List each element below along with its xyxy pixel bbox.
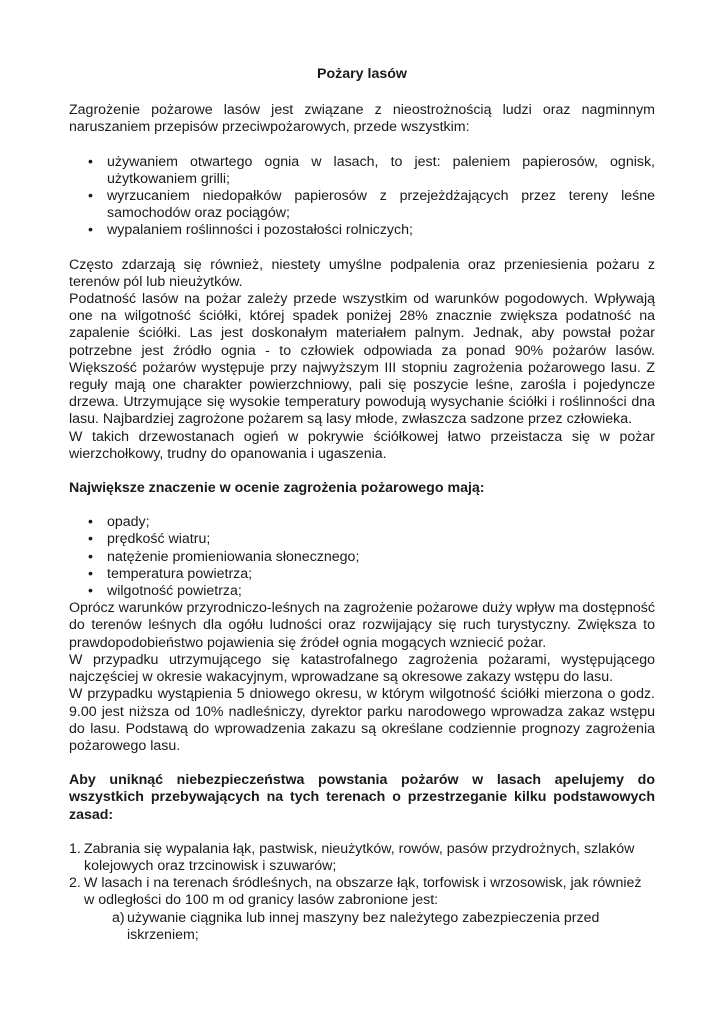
list-item: • opady; <box>88 514 150 531</box>
list-item: 2. W lasach i na terenach śródleśnych, na obszarze łąk, torfowisk i wrzosowisk, jak również w odległości do 100 m od granicy lasów zabronione jest: <box>69 875 642 909</box>
paragraph: Często zdarzają się również, niestety umyślne podpalenia oraz przeniesienia pożaru z terenów pól lub nieużytków. <box>69 256 655 290</box>
factors-list <box>69 514 655 600</box>
page-title: Pożary lasów <box>317 66 407 82</box>
paragraph: Podatność lasów na pożar zależy przede wszystkim od warunków pogodowych. Wpływają one na wilgotność ściółki, której spadek poniżej 28% znacznie zwiększa podatność na zapalenie ściółki. Las jest doskonałym materiałem palnym. Jednak, aby powstał pożar potrzebne jest źródło ognia - to człowiek odpowiada za ponad 90% pożarów lasów. Większość pożarów występuje przy najwyższym III stopniu zagrożenia pożarowego lasu. Z reguły mają one charakter powierzchniowy, pali się poszycie leśne, zarośla i pojedyncze drzewa. Utrzymujące się wysokie temperatury powodują wysychanie ściółki i roślinności dna lasu. Najbardziej zagrożone pożarem są lasy młode, zwłaszcza sadzone przez człowieka. <box>69 291 655 428</box>
factors-heading: Największe znaczenie w ocenie zagrożenia pożarowego mają: <box>69 480 485 497</box>
bullet-icon: • <box>88 583 93 600</box>
list-item: • wilgotność powietrza; <box>88 583 242 600</box>
list-item: 1. Zabrania się wypalania łąk, pastwisk, nieużytków, rowów, pasów przydrożnych, szlaków kolejowych oraz trzcinowisk i szuwarów; <box>69 840 635 874</box>
appeal-heading: Aby uniknąć niebezpieczeństwa powstania pożarów w lasach apelujemy do wszystkich przebywających na tych terenach o przestrzeganie kilku podstawowych zasad: <box>69 772 655 823</box>
bullet-icon: • <box>88 153 93 170</box>
paragraph: W takich drzewostanach ogień w pokrywie ściółkowej łatwo przeistacza się w pożar wierzchołkowy, trudny do opanowania i ugaszenia. <box>69 428 655 462</box>
intro-paragraph: Zagrożenie pożarowe lasów jest związane z nieostrożnością ludzi oraz nagminnym naruszaniem przepisów przeciwpożarowych, przede wszystkim: <box>69 102 655 136</box>
list-item: • prędkość wiatru; <box>88 531 211 548</box>
bullet-icon: • <box>88 548 93 565</box>
list-item: • używaniem otwartego ognia w lasach, to jest: paleniem papierosów, ognisk, użytkowaniem grilli; <box>88 153 655 187</box>
list-item: • wyrzucaniem niedopałków papierosów z przejeżdżających przez tereny leśne samochodów oraz pociągów; <box>88 188 655 222</box>
bullet-icon: • <box>88 565 93 582</box>
list-item: • wypalaniem roślinności i pozostałości rolniczych; <box>88 222 413 239</box>
paragraph: W przypadku wystąpienia 5 dniowego okresu, w którym wilgotność ściółki mierzona o godz. 9.00 jest niższa od 10% nadleśniczy, dyrektor parku narodowego wprowadza zakaz wstępu do lasu. Podstawą do wprowadzenia zakazu są określane codziennie prognozy zagrożenia pożarowego lasu. <box>69 686 655 754</box>
list-item: • natężenie promieniowania słonecznego; <box>88 548 360 565</box>
list-item: • temperatura powietrza; <box>88 565 253 582</box>
rules-list <box>69 841 655 910</box>
paragraph: W przypadku utrzymującego się katastrofalnego zagrożenia pożarami, występującego najczęściej w okresie wakacyjnym, wprowadzane są okresowe zakazy wstępu do lasu. <box>69 651 655 686</box>
causes-list <box>69 154 655 240</box>
paragraph: Oprócz warunków przyrodniczo-leśnych na zagrożenie pożarowe duży wpływ ma dostępność do terenów leśnych dla ogółu ludności oraz rozwijający się ruch turystyczny. Zwiększa to prawdopodobieństwo pojawienia się źródeł ognia mogących wzniecić pożar. <box>69 600 655 651</box>
bullet-icon: • <box>88 222 93 239</box>
sub-list-item: a) używanie ciągnika lub innej maszyny bez należytego zabezpieczenia przed iskrzeniem; <box>112 909 600 943</box>
bullet-icon: • <box>88 514 93 531</box>
document-content <box>69 66 655 944</box>
bullet-icon: • <box>88 531 93 548</box>
bullet-icon: • <box>88 188 93 205</box>
